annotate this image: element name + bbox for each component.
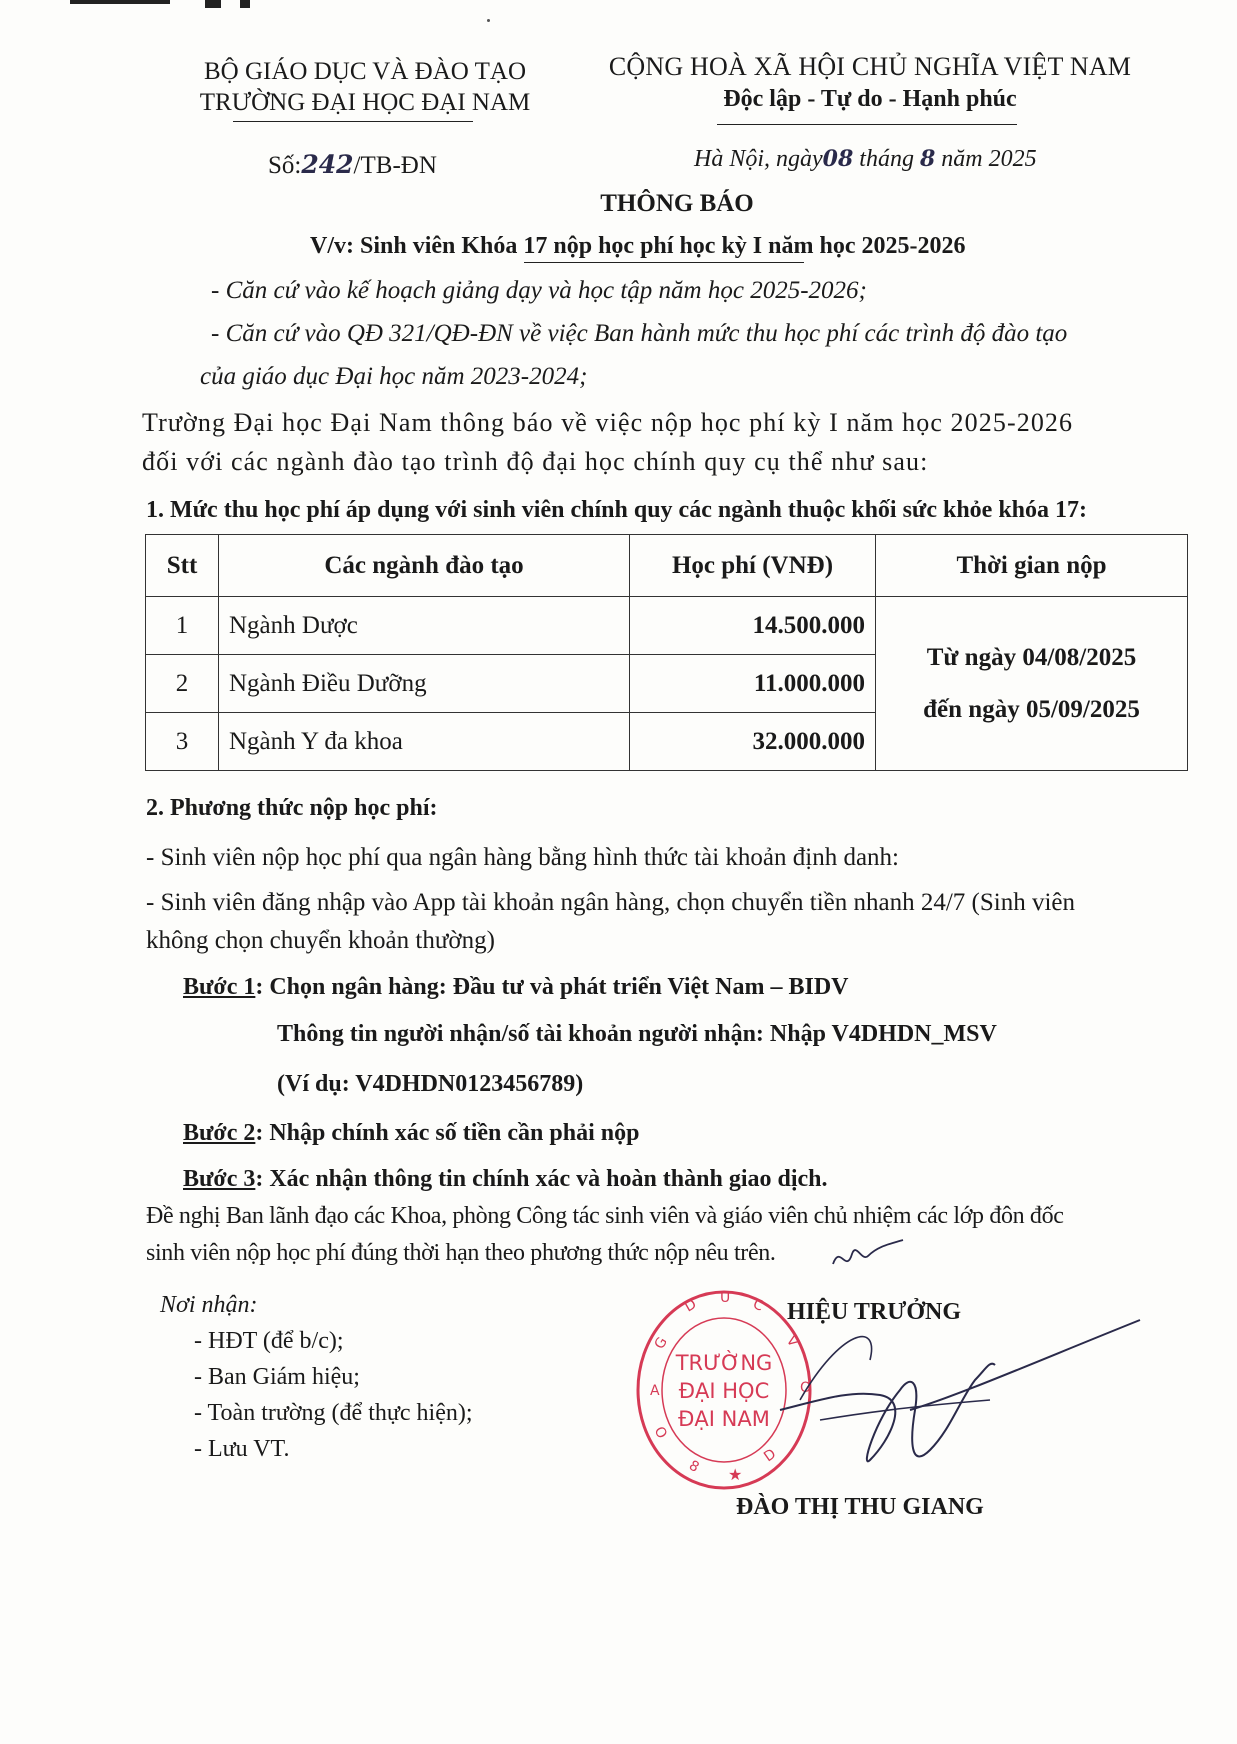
basis-3: của giáo dục Đại học năm 2023-2024;	[200, 363, 588, 390]
header-fee: Học phí (VNĐ)	[630, 535, 876, 597]
row-major: Ngành Điều Dưỡng	[219, 655, 630, 713]
header-stt: Stt	[146, 535, 219, 597]
date-day-handwritten: 08	[822, 146, 854, 172]
method-line-1: - Sinh viên nộp học phí qua ngân hàng bằng hình thức tài khoản định danh:	[146, 844, 900, 871]
signer-name: ĐÀO THỊ THU GIANG	[736, 1494, 984, 1520]
number-suffix: /TB-ĐN	[353, 152, 437, 179]
school-underline	[233, 121, 473, 122]
row-stt: 3	[146, 713, 219, 771]
recipient-item: - Toàn trường (để thực hiện);	[194, 1400, 473, 1426]
row-fee: 11.000.000	[630, 655, 876, 713]
step-1-text: : Chọn ngân hàng: Đầu tư và phát triển Việt Nam – BIDV	[255, 974, 849, 1000]
recipient-item: - HĐT (để b/c);	[194, 1328, 344, 1354]
period-start: Từ ngày 04/08/2025	[926, 643, 1137, 671]
row-stt: 2	[146, 655, 219, 713]
header-major: Các ngành đào tạo	[219, 535, 630, 597]
number-prefix: Số:	[268, 152, 302, 179]
scan-dot	[487, 19, 490, 22]
period-end: đến ngày 05/09/2025	[923, 695, 1140, 723]
section-1-heading: 1. Mức thu học phí áp dụng với sinh viên chính quy các ngành thuộc khối sức khỏe khóa 17:	[146, 497, 1088, 523]
method-line-2: - Sinh viên đăng nhập vào App tài khoản ngân hàng, chọn chuyển tiền nhanh 24/7 (Sinh viên	[146, 889, 1075, 916]
step-3-text: : Xác nhận thông tin chính xác và hoàn thành giao dịch.	[255, 1166, 828, 1192]
svg-text:8: 8	[686, 1457, 702, 1476]
document-subject: V/v: Sinh viên Khóa 17 nộp học phí học kỳ I năm học 2025-2026	[310, 233, 966, 259]
school-name: TRƯỜNG ĐẠI HỌC ĐẠI NAM	[199, 89, 531, 116]
stamp-line-1: TRƯỜNG	[675, 1351, 773, 1375]
motto: Độc lập - Tự do - Hạnh phúc	[723, 86, 1017, 112]
method-line-3: không chọn chuyển khoản thường)	[146, 927, 495, 954]
handwritten-signature	[760, 1300, 1160, 1500]
document-title: THÔNG BÁO	[600, 190, 754, 217]
table-row	[146, 597, 1188, 655]
number-handwritten: 242	[301, 150, 354, 179]
svg-text:D: D	[761, 1445, 780, 1466]
date-prefix: Hà Nội, ngày	[694, 146, 823, 172]
stamp-line-3: ĐẠI NAM	[678, 1407, 770, 1431]
svg-text:C: C	[750, 1296, 766, 1315]
row-major: Ngành Dược	[219, 597, 630, 655]
scan-edge-mark	[240, 0, 250, 8]
scan-edge-mark	[70, 0, 170, 4]
payment-period	[876, 597, 1188, 771]
document-date	[694, 146, 1037, 173]
basis-2: - Căn cứ vào QĐ 321/QĐ-ĐN về việc Ban hành mức thu học phí các trình độ đào tạo	[211, 320, 1068, 347]
svg-text:A: A	[650, 1383, 660, 1399]
subject-underline	[524, 262, 804, 263]
recipient-item: - Ban Giám hiệu;	[194, 1364, 360, 1390]
svg-text:O: O	[650, 1424, 670, 1442]
row-major: Ngành Y đa khoa	[219, 713, 630, 771]
fee-table-header	[146, 535, 1188, 597]
recipient-item: - Lưu VT.	[194, 1436, 290, 1462]
svg-text:★: ★	[728, 1465, 743, 1484]
republic-name: CỘNG HOÀ XÃ HỘI CHỦ NGHĨA VIỆT NAM	[608, 52, 1132, 81]
date-month-handwritten: 8	[919, 146, 936, 172]
row-fee: 14.500.000	[630, 597, 876, 655]
header-period: Thời gian nộp	[876, 535, 1188, 597]
fee-table	[145, 534, 1188, 771]
step-1-recipient: Thông tin người nhận/số tài khoản người nhận: Nhập V4DHDN_MSV	[277, 1021, 997, 1047]
signer-role: HIỆU TRƯỞNG	[787, 1299, 962, 1325]
recipients-heading: Nơi nhận:	[160, 1292, 258, 1318]
date-year: năm 2025	[941, 146, 1037, 172]
svg-text:U: U	[720, 1290, 731, 1306]
step-2-text: : Nhập chính xác số tiền cần phải nộp	[255, 1120, 640, 1146]
row-stt: 1	[146, 597, 219, 655]
section-2-heading: 2. Phương thức nộp học phí:	[146, 795, 438, 821]
ministry-name: BỘ GIÁO DỤC VÀ ĐÀO TẠO	[204, 58, 526, 85]
date-month-label: tháng	[859, 146, 914, 172]
step-2	[183, 1120, 639, 1147]
motto-underline	[717, 124, 1017, 125]
request-line-1: Đề nghị Ban lãnh đạo các Khoa, phòng Công tác sinh viên và giáo viên chủ nhiệm các lớp đôn đốc	[146, 1203, 1064, 1229]
step-3-label: Bước 3	[183, 1166, 256, 1192]
step-1-label: Bước 1	[183, 974, 256, 1000]
svg-text:D: D	[682, 1296, 700, 1316]
intro-line-2: đối với các ngành đào tạo trình độ đại học chính quy cụ thể như sau:	[142, 447, 929, 476]
request-line-2: sinh viên nộp học phí đúng thời hạn theo phương thức nộp nêu trên.	[146, 1240, 776, 1266]
initial-mark	[828, 1234, 908, 1274]
stamp-line-2: ĐẠI HỌC	[678, 1379, 770, 1403]
step-3	[183, 1166, 828, 1193]
svg-text:O: O	[800, 1380, 812, 1396]
document-number	[268, 150, 437, 180]
basis-1: - Căn cứ vào kế hoạch giảng dạy và học tập năm học 2025-2026;	[211, 277, 867, 304]
step-1	[183, 974, 849, 1001]
svg-text:G: G	[651, 1334, 671, 1352]
step-1-example: (Ví dụ: V4DHDN0123456789)	[277, 1071, 584, 1097]
step-2-label: Bước 2	[183, 1120, 256, 1146]
row-fee: 32.000.000	[630, 713, 876, 771]
scan-edge-mark	[205, 0, 221, 8]
intro-line-1: Trường Đại học Đại Nam thông báo về việc nộp học phí kỳ I năm học 2025-2026	[142, 408, 1074, 437]
svg-text:V: V	[782, 1333, 802, 1351]
